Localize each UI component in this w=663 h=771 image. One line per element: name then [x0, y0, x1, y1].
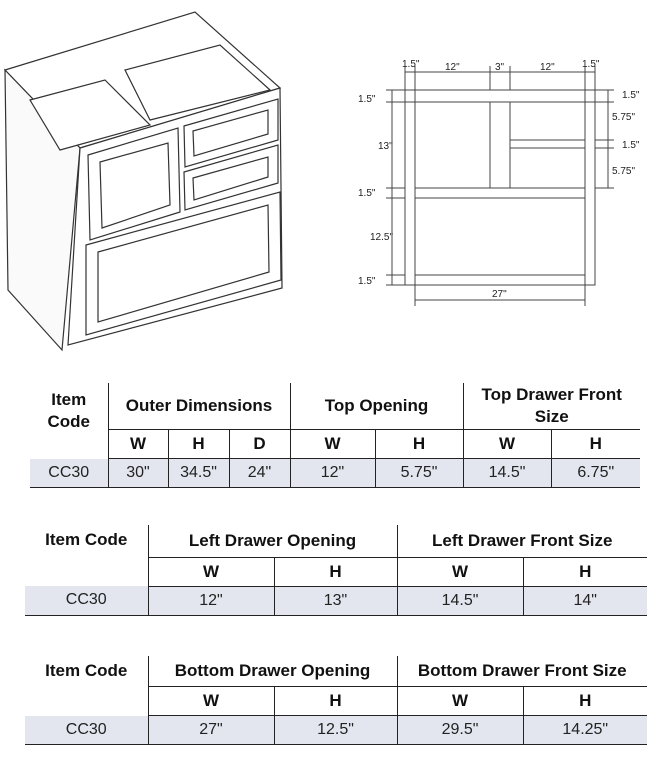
dim-right-1: 1.5" — [622, 90, 640, 101]
sub-header-h: H — [523, 687, 647, 716]
dim-left-2: 13" — [378, 141, 393, 152]
table-cell: 29.5" — [397, 716, 523, 745]
item-code-header: Item Code — [45, 661, 128, 680]
sub-header-h: H — [274, 687, 397, 716]
item-code-header: Item Code — [45, 530, 128, 549]
table-row — [25, 716, 647, 745]
bottom-drawer-front-header: Bottom Drawer Front Size — [397, 656, 647, 687]
item-code-cell: CC30 — [25, 586, 148, 615]
sub-header-d: D — [229, 430, 290, 459]
table-cell: 30" — [108, 459, 168, 488]
item-code-cell: CC30 — [30, 459, 108, 488]
dim-left-3: 1.5" — [358, 188, 376, 199]
dim-right-2: 5.75" — [612, 112, 636, 123]
dim-right-4: 5.75" — [612, 166, 636, 177]
sub-header-h: H — [274, 557, 397, 586]
sub-header-w: W — [290, 430, 375, 459]
dim-top-2: 12" — [445, 62, 460, 73]
bottom-drawer-opening-header: Bottom Drawer Opening — [148, 656, 397, 687]
sub-header-w: W — [463, 430, 551, 459]
dim-top-4: 12" — [540, 62, 555, 73]
table-cell: 14.5" — [397, 586, 523, 615]
sub-header-w: W — [108, 430, 168, 459]
dimension-diagram — [350, 50, 663, 310]
table-row — [30, 459, 640, 488]
table-cell: 12" — [148, 586, 274, 615]
left-drawer-front-header: Left Drawer Front Size — [397, 525, 647, 557]
dim-top-5: 1.5" — [582, 59, 600, 70]
top-opening-header: Top Opening — [290, 383, 463, 430]
dim-left-4: 12.5" — [370, 232, 394, 243]
sub-header-h: H — [551, 430, 640, 459]
dim-left-5: 1.5" — [358, 276, 376, 287]
item-code-header: Item Code — [47, 390, 90, 431]
table-cell: 5.75" — [375, 459, 463, 488]
table-cell: 24" — [229, 459, 290, 488]
spec-table-top — [30, 383, 640, 488]
table-cell: 14" — [523, 586, 647, 615]
sub-header-w: W — [148, 687, 274, 716]
item-code-cell: CC30 — [25, 716, 148, 745]
dim-left-1: 1.5" — [358, 94, 376, 105]
cabinet-illustration — [0, 0, 300, 360]
table-cell: 27" — [148, 716, 274, 745]
dim-top-3: 3" — [495, 62, 505, 73]
table-cell: 34.5" — [168, 459, 229, 488]
sub-header-w: W — [397, 557, 523, 586]
outer-dimensions-header: Outer Dimensions — [108, 383, 290, 430]
table-cell: 13" — [274, 586, 397, 615]
sub-header-w: W — [148, 557, 274, 586]
top-drawer-front-header: Top Drawer Front Size — [463, 383, 640, 430]
sub-header-h: H — [375, 430, 463, 459]
table-cell: 14.25" — [523, 716, 647, 745]
dim-bottom: 27" — [492, 289, 507, 300]
table-row — [25, 586, 647, 615]
table-cell: 6.75" — [551, 459, 640, 488]
left-drawer-opening-header: Left Drawer Opening — [148, 525, 397, 557]
spec-table-left-drawer — [25, 525, 647, 616]
table-cell: 12" — [290, 459, 375, 488]
table-cell: 12.5" — [274, 716, 397, 745]
sub-header-h: H — [168, 430, 229, 459]
sub-header-h: H — [523, 557, 647, 586]
dim-top-1: 1.5" — [402, 59, 420, 70]
dim-right-3: 1.5" — [622, 140, 640, 151]
sub-header-w: W — [397, 687, 523, 716]
spec-table-bottom-drawer — [25, 656, 647, 745]
table-cell: 14.5" — [463, 459, 551, 488]
